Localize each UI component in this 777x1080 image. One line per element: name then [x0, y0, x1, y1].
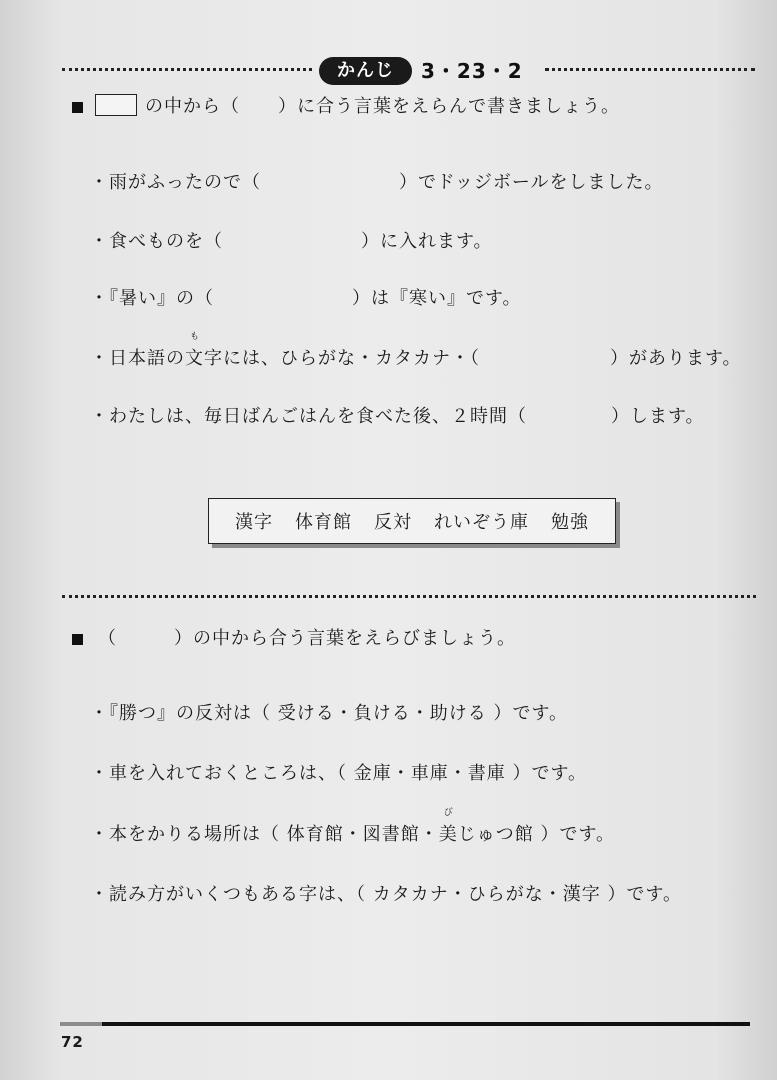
kanji-header-badge: かんじ: [319, 57, 412, 85]
footer-rule: [60, 1022, 750, 1026]
section1-item-1: [90, 170, 664, 196]
lesson-code: 3・23・2: [421, 59, 523, 83]
item-text-after: ）は『寒い』です。: [352, 288, 522, 309]
ruby-word: [185, 332, 204, 372]
ruby-word: [438, 808, 458, 848]
page-number: 72: [61, 1033, 84, 1051]
blank-box-icon: [95, 94, 137, 116]
section1-item-2: [90, 229, 493, 255]
word-choice: 勉強: [551, 512, 589, 533]
section1-instruction: [95, 94, 620, 120]
word-choice: 反対: [374, 512, 412, 533]
section2-item-3: [90, 808, 616, 848]
footer-rule-accent: [60, 1022, 102, 1026]
section2-item-4: ・読み方がいくつもある字は、（ カタカナ・ひらがな・漢字 ）です。: [90, 884, 683, 905]
section1-bullet-icon: [72, 102, 83, 113]
ruby-base: 文: [185, 348, 204, 369]
item-text-after: ）します。: [611, 406, 705, 427]
header-dotted-rule-right: [545, 68, 755, 71]
section1-item-3: [90, 286, 522, 312]
word-choice: 体育館: [295, 512, 352, 533]
item-text-post: じゅつ館 ）です。: [457, 824, 616, 845]
section1-instruction-text: の中から（ ）に合う言葉をえらんで書きましょう。: [145, 96, 620, 117]
section2-item-1: ・『勝つ』の反対は（ 受ける・負ける・助ける ）です。: [90, 703, 569, 724]
section2-bullet-icon: [72, 634, 83, 645]
item-text-pre: ・日本語の: [90, 348, 185, 369]
item-text-before: ・『暑い』の（: [90, 288, 214, 309]
word-choice: れいぞう庫: [434, 512, 529, 533]
item-text-after: ）に入れます。: [361, 231, 493, 252]
header-dotted-rule-left: [62, 68, 312, 71]
item-text-before: ・雨がふったので（: [90, 172, 261, 193]
item-text-pre: ・本をかりる場所は（ 体育館・図書館・: [90, 824, 439, 845]
item-text-after: ）でドッジボールをしました。: [399, 172, 664, 193]
item-text-before: ・わたしは、毎日ばんごはんを食べた後、２時間（: [90, 406, 527, 427]
item-text-before: 字には、ひらがな・カタカナ・（: [204, 348, 480, 369]
section1-item-4: [90, 332, 742, 372]
item-text-before: ・食べものを（: [90, 231, 223, 252]
section2-instruction: （ ）の中から合う言葉をえらびましょう。: [98, 628, 516, 649]
section2-item-2: ・車を入れておくところは、（ 金庫・車庫・書庫 ）です。: [90, 763, 588, 784]
section1-item-5: [90, 404, 705, 430]
word-choice-box: [208, 498, 616, 544]
word-choice: 漢字: [235, 512, 273, 533]
ruby-base: 美: [438, 824, 458, 845]
ruby-reading: も: [189, 332, 200, 342]
item-text-after: ）があります。: [610, 348, 742, 369]
section-divider-dotted-rule: [62, 595, 756, 598]
ruby-reading: び: [443, 808, 453, 818]
